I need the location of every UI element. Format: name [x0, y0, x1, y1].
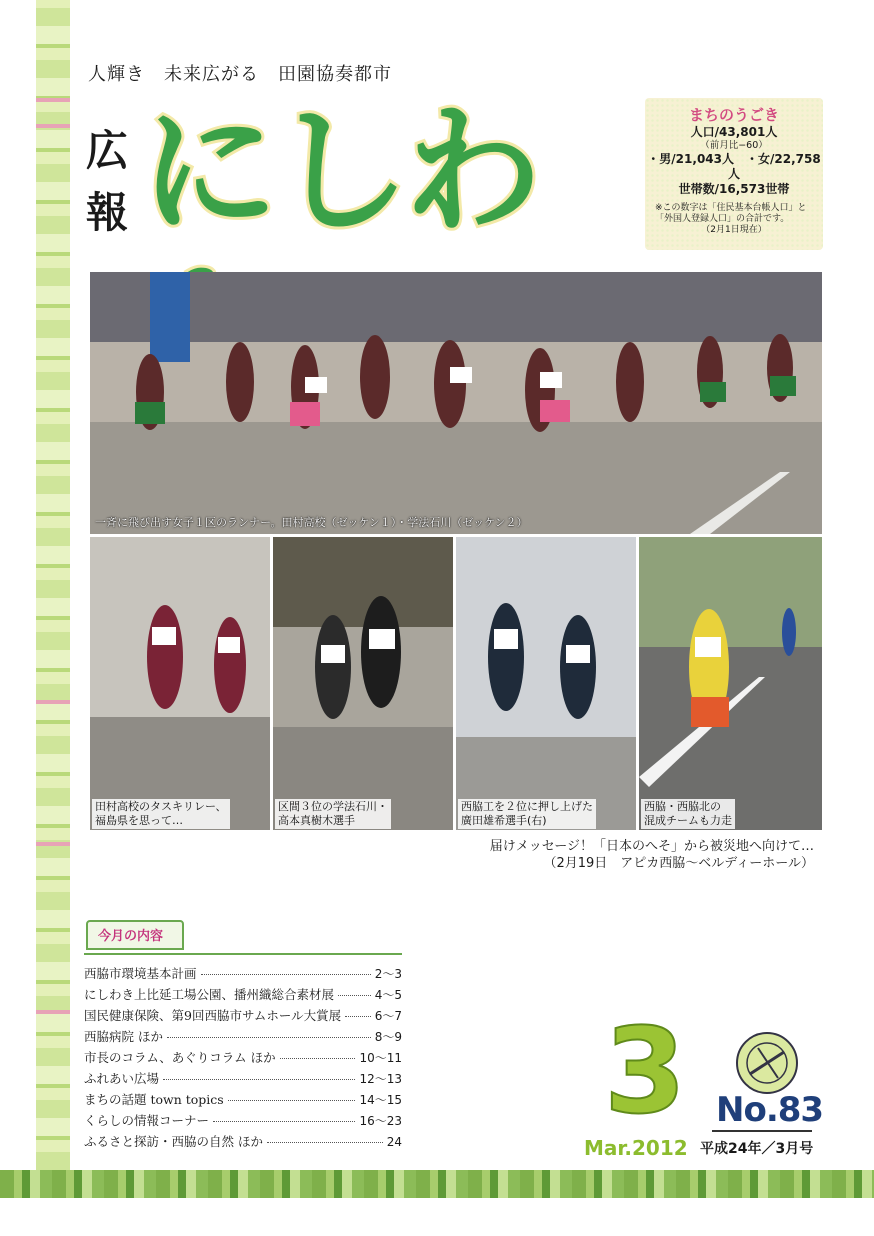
toc-leader	[213, 1121, 355, 1122]
population-stats-box	[645, 98, 823, 250]
toc-item[interactable]	[84, 1006, 402, 1027]
stripe-accent	[36, 124, 70, 128]
photo-2-caption-line-1: 区間３位の学法石川・	[278, 800, 388, 813]
toc-item[interactable]	[84, 964, 402, 985]
toc-item[interactable]	[84, 1069, 402, 1090]
toc-item[interactable]	[84, 1132, 402, 1153]
photo-1-caption	[92, 799, 230, 829]
photo-2-caption-line-2: 高本真樹木選手	[278, 814, 355, 827]
kouhou-char-1: 広	[85, 126, 128, 175]
toc-leader	[201, 974, 371, 975]
stats-note-3: （2月1日現在）	[701, 225, 767, 235]
toc-leader	[167, 1037, 371, 1038]
toc-item-title: にしわき上比延工場公園、播州織総合素材展	[84, 987, 335, 1002]
toc-item-pages: 16〜23	[359, 1114, 402, 1128]
toc-item[interactable]	[84, 1048, 402, 1069]
stats-gender: ・男/21,043人 ・女/22,758人	[647, 152, 821, 181]
stats-change: （前月比−60）	[700, 140, 768, 151]
toc-leader	[267, 1142, 383, 1143]
toc-leader	[338, 995, 371, 996]
event-message-detail: （2月19日 アピカ西脇〜ベルディーホール）	[543, 856, 814, 871]
toc-heading-box	[84, 920, 404, 950]
toc-leader	[345, 1016, 371, 1017]
photo-3-caption	[458, 799, 596, 829]
stats-title: まちのうごき	[688, 106, 779, 124]
toc-item-pages: 24	[386, 1135, 402, 1149]
stripe-accent	[36, 1010, 70, 1014]
photo-nishiwaki-ko	[456, 537, 636, 830]
toc-item[interactable]	[84, 1090, 402, 1111]
photo-4-caption-line-1: 西脇・西脇北の	[644, 800, 721, 813]
issue-number-underline	[712, 1130, 812, 1132]
toc-item-pages: 14〜15	[359, 1093, 402, 1107]
toc-divider	[84, 953, 402, 955]
toc-item-pages: 8〜9	[374, 1030, 402, 1044]
toc-item[interactable]	[84, 1027, 402, 1048]
city-slogan: 人輝き 未来広がる 田園協奏都市	[88, 64, 392, 85]
event-message	[490, 838, 814, 872]
photo-nishiwaki-combined	[639, 537, 822, 830]
toc-item-pages: 6〜7	[374, 1009, 402, 1023]
kouhou-char-2: 報	[85, 188, 128, 237]
main-race-photo	[90, 272, 822, 534]
photo-3-caption-line-1: 西脇工を２位に押し上げた	[461, 800, 593, 813]
issue-number: No.83	[716, 1090, 824, 1130]
stats-note-1: ※この数字は「住民基本台帳人口」と	[655, 203, 807, 213]
toc-item-title: まちの話題 town topics	[84, 1092, 224, 1107]
toc-item-title: くらしの情報コーナー	[84, 1113, 210, 1128]
photo-4-caption	[641, 799, 735, 829]
event-message-title: 届けメッセージ！「日本のへそ」から被災地へ向けて…	[489, 839, 814, 854]
stripe-accent	[36, 98, 70, 102]
toc-item[interactable]	[84, 985, 402, 1006]
stripe-accent	[36, 842, 70, 846]
toc-item[interactable]	[84, 1111, 402, 1132]
toc-leader	[163, 1079, 355, 1080]
toc-item-title: ふるさと探訪・西脇の自然 ほか	[84, 1134, 263, 1149]
toc-item-title: 国民健康保険、第9回西脇市サムホール大賞展	[84, 1008, 342, 1023]
issue-month: 3	[604, 1002, 687, 1140]
stats-households: 世帯数/16,573世帯	[678, 182, 790, 196]
stripe-accent	[36, 700, 70, 704]
photo-1-caption-line-2: 福島県を思って…	[95, 814, 183, 827]
toc-item-pages: 10〜11	[359, 1051, 402, 1065]
main-photo-caption: 一斉に飛び出す女子１区のランナー。田村高校（ゼッケン１）・学法石川（ゼッケン２）	[95, 516, 528, 529]
city-emblem-icon	[736, 1032, 798, 1094]
toc-item-title: 市長のコラム、あぐりコラム ほか	[84, 1050, 276, 1065]
photo-gakuho-ishikawa	[273, 537, 453, 830]
bottom-decorative-stripe	[0, 1170, 874, 1198]
toc-leader	[228, 1100, 356, 1101]
toc-item-title: 西脇市環境基本計画	[84, 966, 197, 981]
toc-leader	[280, 1058, 356, 1059]
kouhou-label	[82, 120, 132, 244]
stats-note-2: 「外国人登録人口」の合計です。	[655, 214, 790, 224]
issue-date: Mar.2012	[584, 1136, 688, 1160]
toc-item-pages: 4〜5	[374, 988, 402, 1002]
left-decorative-stripe	[36, 0, 70, 1170]
toc-item-pages: 12〜13	[359, 1072, 402, 1086]
issue-era: 平成24年／3月号	[700, 1141, 814, 1157]
toc-list	[84, 964, 402, 1153]
toc-item-title: ふれあい広場	[84, 1071, 160, 1086]
photo-tamura-relay	[90, 537, 270, 830]
photo-3-caption-line-2: 廣田雄希選手(右)	[461, 814, 547, 827]
photo-2-caption	[275, 799, 391, 829]
table-of-contents	[84, 920, 404, 1149]
stats-population: 人口/43,801人	[690, 125, 778, 139]
photo-1-caption-line-1: 田村高校のタスキリレー、	[95, 800, 227, 813]
toc-item-title: 西脇病院 ほか	[84, 1029, 163, 1044]
photo-4-caption-line-2: 混成チームも力走	[644, 814, 732, 827]
masthead-title: にしわ	[140, 91, 537, 252]
toc-item-pages: 2〜3	[374, 967, 402, 981]
masthead	[140, 92, 640, 252]
toc-heading: 今月の内容	[98, 929, 164, 944]
